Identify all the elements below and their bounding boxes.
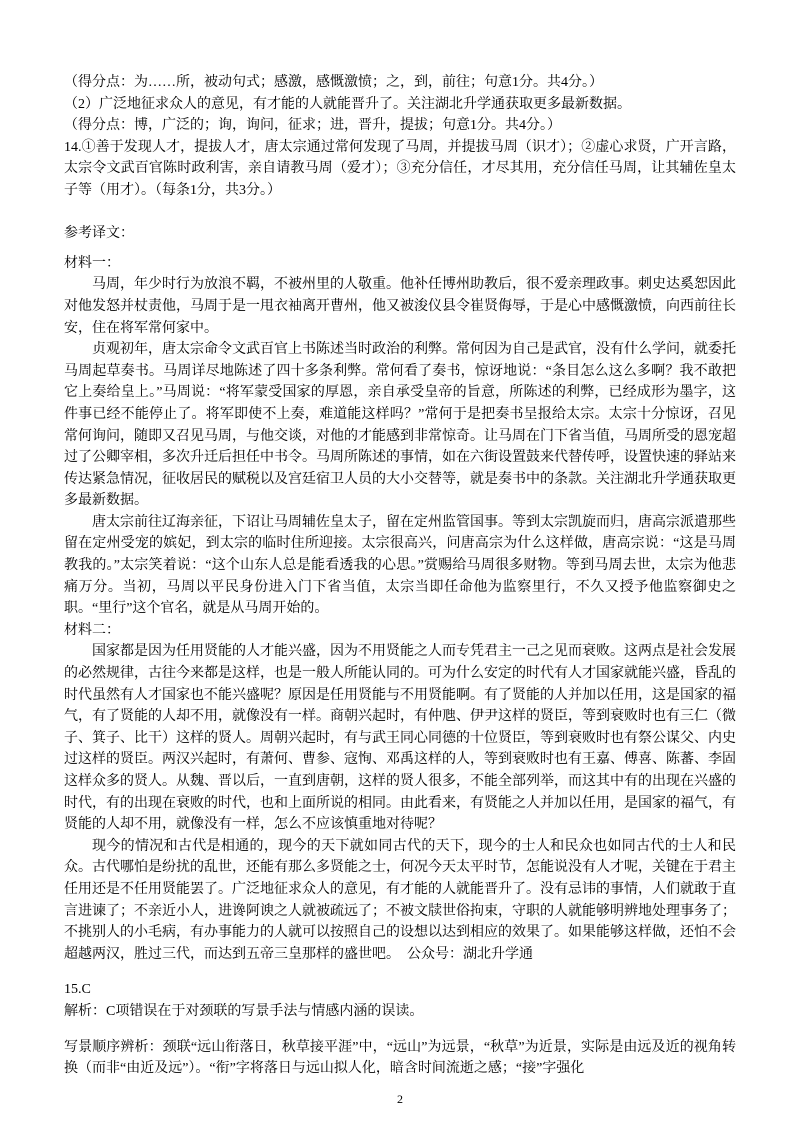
reference-translation-heading: 参考译文： xyxy=(64,226,134,242)
scoring-points-note-2: （得分点：博，广泛的；询，询问，征求；进，晋升，提拔；句意1分。共4分。） xyxy=(64,118,561,134)
material-one-heading: 材料一： xyxy=(64,255,120,271)
material-two-paragraph-1: 国家都是因为任用贤能的人才能兴盛，因为不用贤能之人而专凭君主一己之见而衰败。这两点是社会发展的必然规律，古往今来都是这样，也是一般人所能认同的。可为什么安定的时代有人才国家就能兴盛，昏乱的时代虽然有人才国家也不能兴盛呢？原因是任用贤能与不用贤能啊。有了贤能的人并加以任用，这是国家的福气，有了贤能的人却不用，就像没有一样。商朝兴起时，有仲虺、伊尹这样的贤臣，等到衰败时也有三仁（微子、箕子、比干）这样的贤人。周朝兴起时，有与武王同心同德的十位贤臣，等到衰败时也有祭公谋父、内史过这样的贤臣。两汉兴起时，有萧何、曹参、寇恂、邓禹这样的人，等到衰败时也有王嘉、傅喜、陈蕃、李固这样众多的贤人。从魏、晋以后，一直到唐朝，这样的贤人很多，不能全部列举，而这其中有的出现在兴盛的时代，有的出现在衰败的时代，也和上面所说的相同。由此看来，有贤能之人并加以任用，是国家的福气，有贤能的人却不用，就像没有一样，怎么不应该慎重地对待呢？ xyxy=(64,644,736,833)
scoring-points-note-1: （得分点：为……所，被动句式；感激，感慨激愤；之，到，前往；句意1分。共4分。） xyxy=(64,75,603,90)
material-one-paragraph-1: 马周，年少时行为放浪不羁，不被州里的人敬重。他补任博州助教后，很不爱亲理政事。刺史达奚恕因此对他发怒并杖责他，马周于是一甩衣袖离开曹州，他又被浚仪县令崔贤侮辱，于是心中感慨激愤，向西前往长安，住在将军常何家中。 xyxy=(64,277,736,336)
material-two-paragraph-2: 现今的情况和古代是相通的，现今的天下就如同古代的天下，现今的士人和民众也如同古代的士人和民众。古代哪怕是纷扰的乱世，还能有那么多贤能之士，何况今天太平时节，怎能说没有人才呢，关键在于君主任用还是不任用贤能罢了。广泛地征求众人的意见，有才能的人就能晋升了。没有忌讳的事情，人们就敢于直言进谏了；不亲近小人，进谗阿谀之人就被疏远了；不被文牍世俗拘束，守职的人就能够明辨地处理事务了；不挑别人的小毛病，有办事能力的人就可以按照自己的设想以达到相应的效果了。如果能够这样做，还怕不会超越两汉，胜过三代，而达到五帝三皇那样的盛世吧。 公众号：湖北升学通 xyxy=(64,838,736,962)
page-number: 2 xyxy=(397,1092,403,1106)
answer-14: 14.①善于发现人才，提拔人才，唐太宗通过常何发现了马周，并提拔马周（识才）；②虚心求贤，广开言路，太宗令文武百官陈时政利害，亲自请教马周（爱才）；③充分信任，才尽其用，充分信任马周，让其辅佐皇太子等（用才）。（每条1分，共3分。） xyxy=(64,139,736,198)
material-one-paragraph-2: 贞观初年，唐太宗命令文武百官上书陈述当时政治的利弊。常何因为自己是武官，没有什么学问，就委托马周起草奏书。马周详尽地陈述了四十多条利弊。常何看了奏书，惊讶地说：“条目怎么这么多啊？我不敢把它上奏给皇上。”马周说：“将军蒙受国家的厚恩，亲自承受皇帝的旨意，所陈述的利弊，已经成形为墨字，这件事已经不能停止了。将军即使不上奏，难道能这样吗？”常何于是把奏书呈报给太宗。太宗十分惊讶，召见常何询问，随即又召见马周，与他交谈，对他的才能感到非常惊奇。让马周在门下省当值，马周所受的恩宠超过了公卿宰相，多次升迁后担任中书令。马周所陈述的事情，如在六街设置鼓来代替传呼，设置快速的驿站来传达紧急情况，征收居民的赋税以及宫廷宿卫人员的大小交替等，就是奏书中的条款。关注湖北升学通获取更多最新数据。 xyxy=(64,342,736,509)
analysis-15: 解析：C项错误在于对颈联的写景手法与情感内涵的误读。 xyxy=(64,1003,424,1019)
material-one-paragraph-3: 唐太宗前往辽海亲征，下诏让马周辅佐皇太子，留在定州监管国事。等到太宗凯旋而归，唐高宗派遣那些留在定州受宠的嫔妃，到太宗的临时住所迎接。太宗很高兴，问唐高宗为什么这样做，唐高宗说：“这是马周教我的。”太宗笑着说：“这个山东人总是能看透我的心思。”赏赐给马周很多财物。等到马周去世，太宗为他悲痛万分。当初，马周以平民身份进入门下省当值，太宗当即任命他为监察里行，不久又授予他监察御史之职。“里行”这个官名，就是从马周开始的。 xyxy=(64,514,736,617)
answer-13-2: （2）广泛地征求众人的意见，有才能的人就能晋升了。关注湖北升学通获取更多最新数据。 xyxy=(64,96,631,112)
answer-15: 15.C xyxy=(64,982,91,998)
material-two-heading: 材料二： xyxy=(64,622,120,638)
scenery-order-analysis: 写景顺序辨析：颈联“远山衔落日，秋草接平涯”中，“远山”为远景，“秋草”为近景，实际是由远及近的视角转换（而非“由近及远”）。“衔”字将落日与远山拟人化，暗含时间流逝之感；“接”字强化 xyxy=(64,1039,736,1077)
